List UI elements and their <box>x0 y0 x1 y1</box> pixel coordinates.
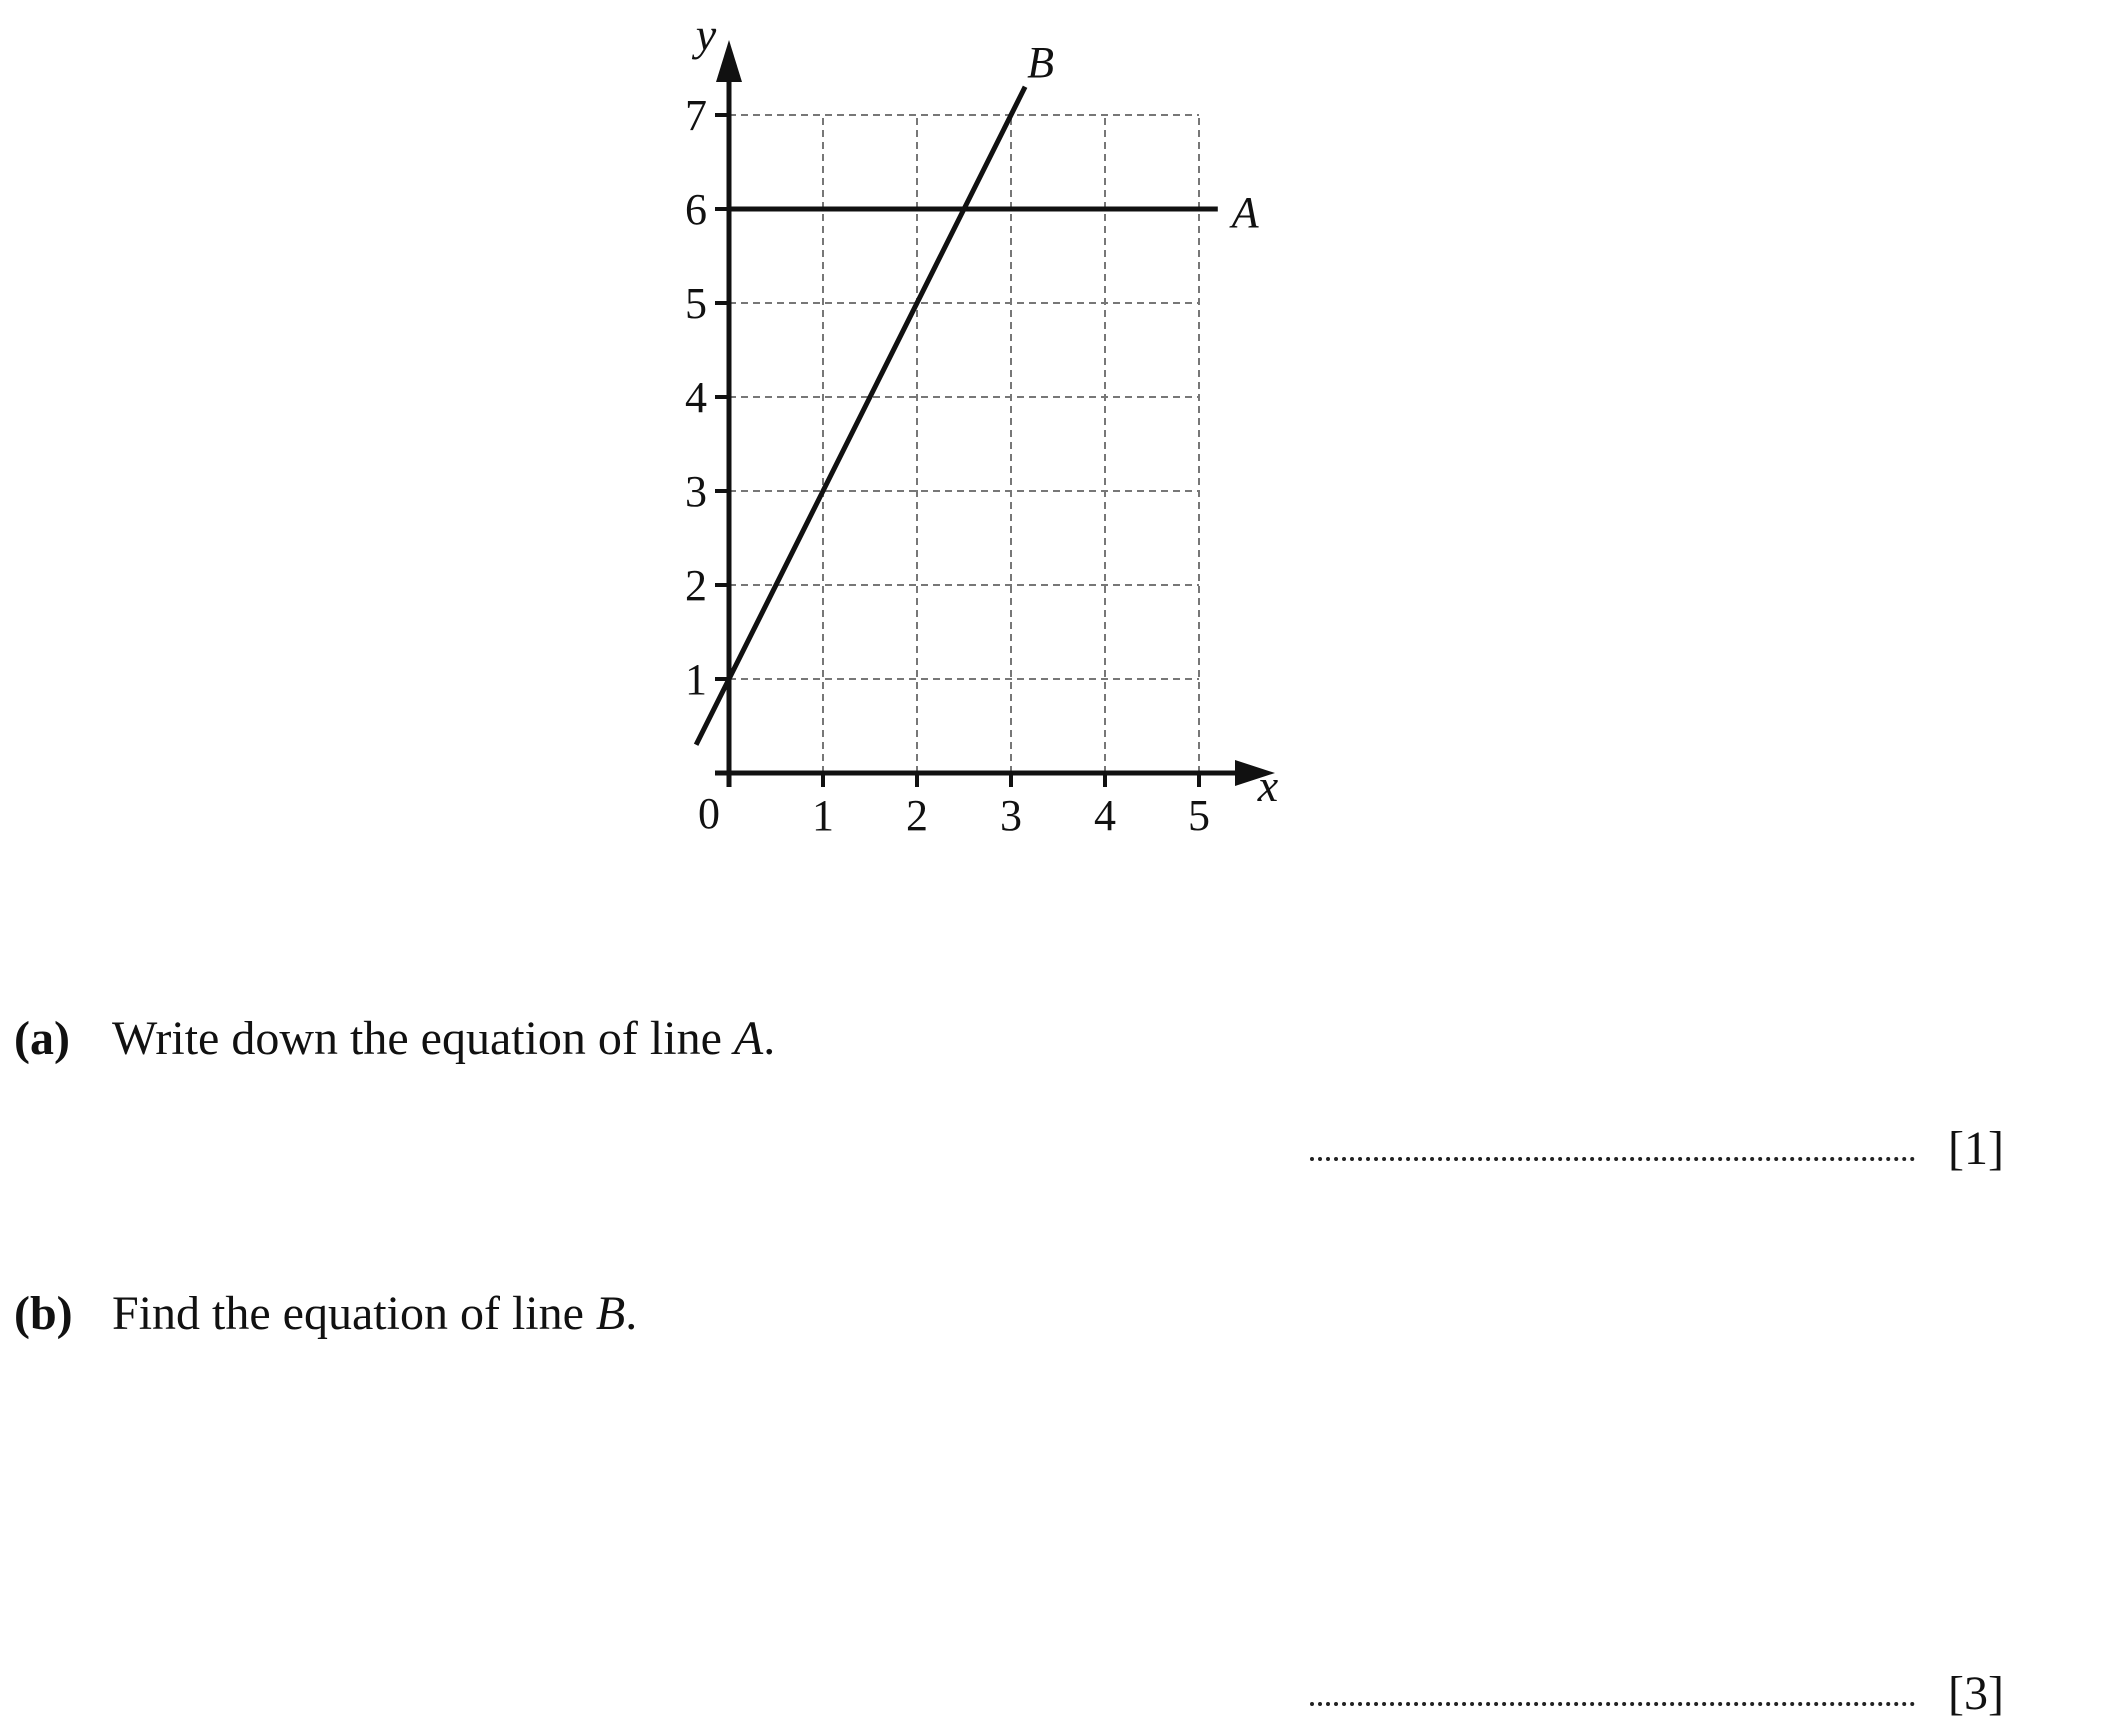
question-a-line-ref: A <box>733 1012 764 1065</box>
x-tick-label-3: 3 <box>1000 791 1022 840</box>
x-tick-label-4: 4 <box>1094 791 1116 840</box>
y-tick-label-7: 7 <box>685 91 707 140</box>
axis-labels <box>685 9 1279 840</box>
marks-a: [1] <box>1948 1122 2004 1175</box>
answer-line-b[interactable] <box>1310 1702 1915 1706</box>
y-tick-label-1: 1 <box>685 655 707 704</box>
question-b-end: . <box>625 1287 638 1340</box>
x-tick-label-5: 5 <box>1188 791 1210 840</box>
question-a <box>14 1012 776 1065</box>
x-tick-label-2: 2 <box>906 791 928 840</box>
x-tick-label-1: 1 <box>812 791 834 840</box>
y-tick-label-5: 5 <box>685 279 707 328</box>
y-tick-label-2: 2 <box>685 561 707 610</box>
question-b-label: (b) <box>14 1287 73 1340</box>
x-axis-label: x <box>1257 760 1279 811</box>
question-b-text: Find the equation of line <box>112 1287 596 1340</box>
series-layer <box>696 87 1218 745</box>
coordinate-graph <box>0 0 1300 870</box>
y-tick-label-6: 6 <box>685 185 707 234</box>
y-tick-label-3: 3 <box>685 467 707 516</box>
y-axis-arrow-icon <box>716 40 742 82</box>
series-line-B <box>696 87 1025 745</box>
question-a-end: . <box>763 1012 776 1065</box>
question-b <box>14 1287 638 1340</box>
question-a-label: (a) <box>14 1012 70 1065</box>
y-tick-label-4: 4 <box>685 373 707 422</box>
question-a-text: Write down the equation of line <box>112 1012 734 1065</box>
series-label-A: A <box>1231 188 1259 237</box>
marks-b: [3] <box>1948 1667 2004 1720</box>
answer-line-a[interactable] <box>1310 1157 1915 1161</box>
question-b-line-ref: B <box>595 1287 626 1340</box>
series-label-B: B <box>1027 37 1054 87</box>
origin-label: 0 <box>698 789 720 838</box>
y-axis-label: y <box>695 9 717 60</box>
